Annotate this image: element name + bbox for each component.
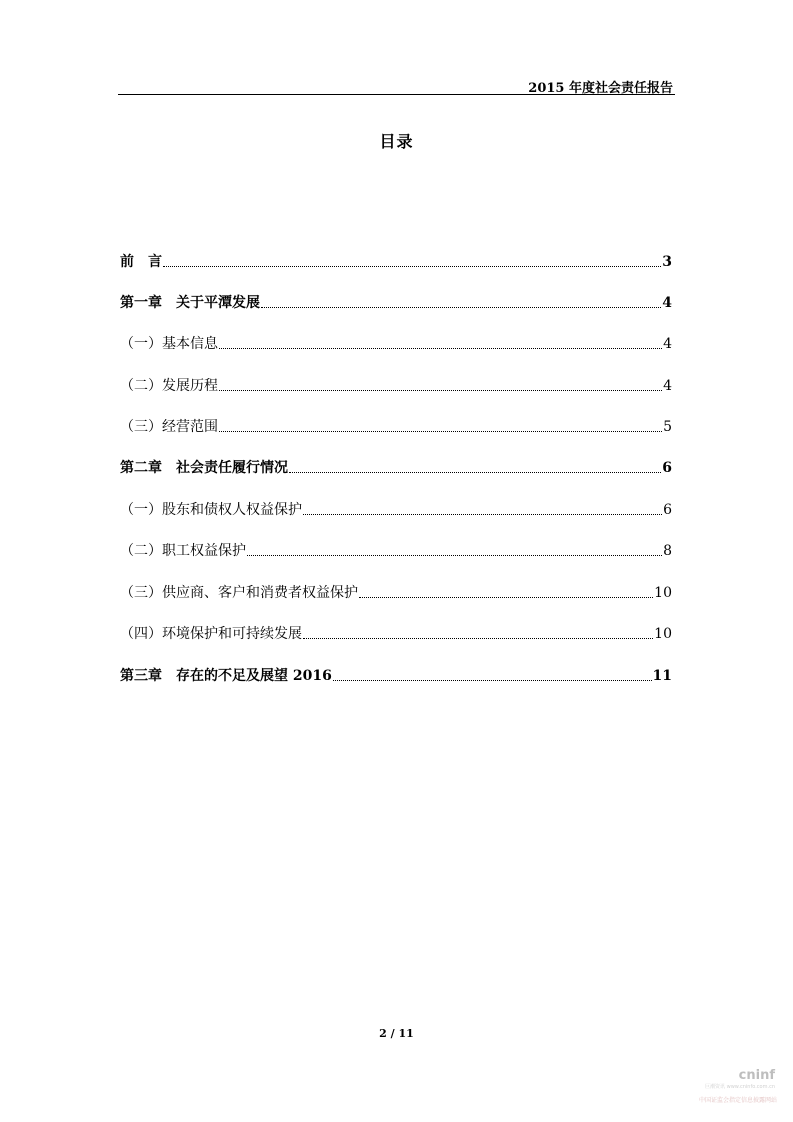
dot-leader	[303, 514, 662, 515]
toc-entry-chapter-1[interactable]	[120, 293, 672, 313]
toc-entry-page: 4	[662, 295, 672, 311]
toc-entry-label: 第一章 关于平潭发展	[120, 295, 260, 311]
toc-entry-page: 4	[663, 336, 672, 352]
toc-entry-label: （一）基本信息	[120, 336, 218, 352]
cninfo-tagline: 中国证监会指定信息披露网站	[698, 1097, 777, 1104]
toc-entry-chapter-3[interactable]	[120, 666, 672, 686]
toc-entry-page: 4	[663, 378, 672, 394]
toc-entry-preface[interactable]	[120, 252, 672, 272]
cninfo-subtitle: 巨潮资讯 www.cninfo.com.cn	[705, 1084, 775, 1090]
dot-leader	[289, 472, 661, 473]
toc-entry-page: 6	[663, 502, 672, 518]
toc-entry-section-1-1[interactable]	[120, 334, 672, 354]
toc-entry-section-1-3[interactable]	[120, 417, 672, 437]
toc-entry-label: 第二章 社会责任履行情况	[120, 460, 288, 476]
dot-leader	[219, 390, 662, 391]
toc-entry-section-2-1[interactable]	[120, 500, 672, 520]
dot-leader	[359, 597, 653, 598]
toc-entry-label: 前 言	[120, 254, 162, 270]
page-number: 2 / 11	[379, 1027, 414, 1040]
toc-entry-label: （四）环境保护和可持续发展	[120, 626, 302, 642]
toc-entry-page: 3	[662, 254, 672, 270]
header-divider	[118, 94, 675, 95]
toc-entry-page: 11	[652, 668, 672, 684]
toc-entry-page: 6	[662, 460, 672, 476]
toc-entry-page: 8	[663, 543, 672, 559]
toc-entry-section-2-3[interactable]	[120, 583, 672, 603]
dot-leader	[247, 555, 662, 556]
dot-leader	[333, 680, 652, 681]
toc-entry-page: 5	[663, 419, 672, 435]
dot-leader	[163, 266, 661, 267]
dot-leader	[219, 348, 662, 349]
toc-entry-label: 第三章 存在的不足及展望 2016	[120, 668, 332, 684]
toc-entry-chapter-2[interactable]	[120, 458, 672, 478]
toc-entry-label: （二）职工权益保护	[120, 543, 246, 559]
toc-entry-label: （三）供应商、客户和消费者权益保护	[120, 585, 358, 601]
cninfo-watermark	[683, 1068, 779, 1108]
toc-entry-section-2-2[interactable]	[120, 541, 672, 561]
toc-entry-label: （二）发展历程	[120, 378, 218, 394]
toc-entry-section-1-2[interactable]	[120, 376, 672, 396]
toc-entry-section-2-4[interactable]	[120, 624, 672, 644]
toc-entry-label: （三）经营范围	[120, 419, 218, 435]
report-header-title: 2015 年度社会责任报告	[528, 81, 673, 96]
dot-leader	[219, 431, 662, 432]
dot-leader	[303, 638, 653, 639]
cninfo-logo: cninf	[738, 1068, 775, 1083]
toc-entry-page: 10	[654, 585, 672, 601]
toc-entry-page: 10	[654, 626, 672, 642]
dot-leader	[261, 307, 661, 308]
toc-title: 目录	[379, 132, 414, 151]
toc-entry-label: （一）股东和债权人权益保护	[120, 502, 302, 518]
